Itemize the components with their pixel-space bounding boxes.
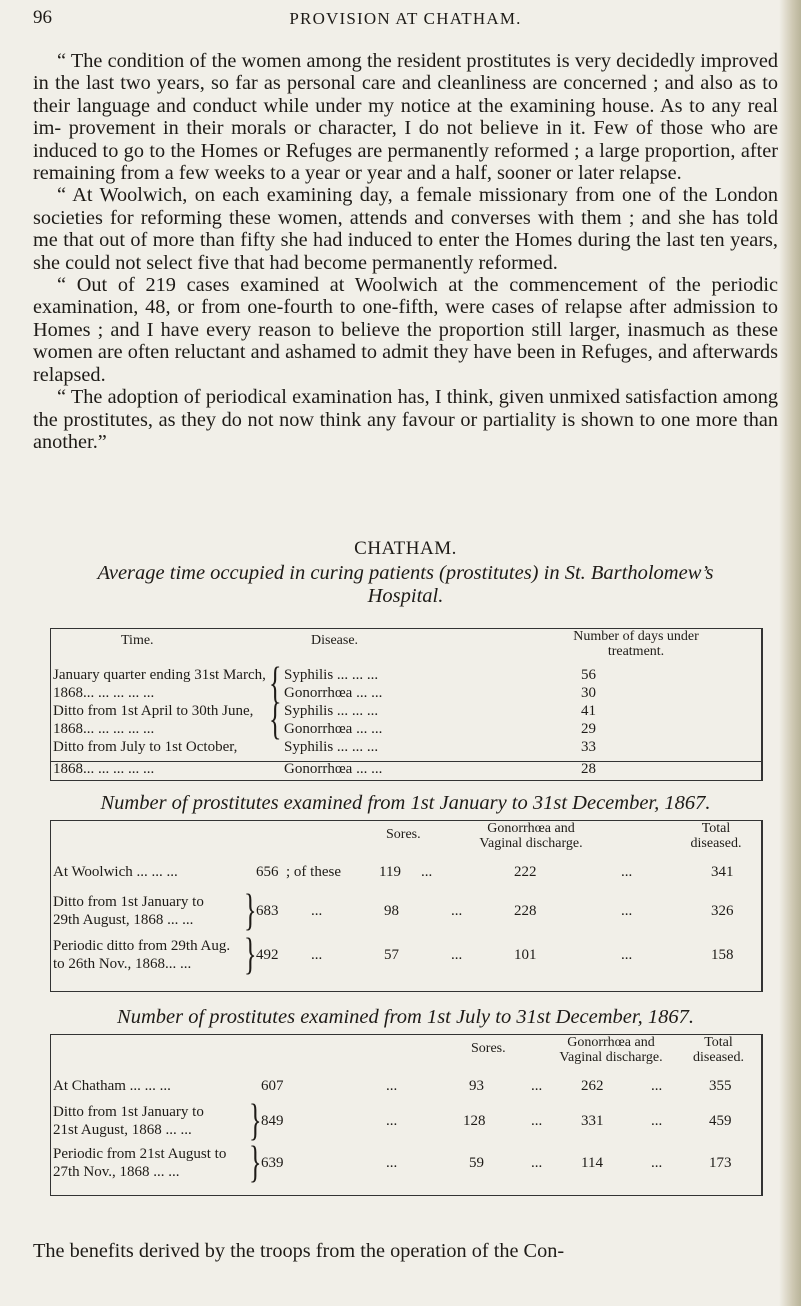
time-line1: Ditto from July to 1st October,: [53, 739, 238, 755]
sores-value: 128: [463, 1113, 486, 1129]
disease: Syphilis ... ... ...: [284, 703, 379, 719]
page-number: 96: [33, 7, 52, 28]
days-value: 28: [581, 761, 596, 777]
table3-chatham-examinations: [50, 1034, 763, 1196]
brace-glyph: {: [269, 658, 282, 708]
table2-caption: Number of prostitutes examined from 1st January to 31st December, 1867.: [100, 792, 711, 814]
table2-header-total: Total diseased.: [690, 821, 742, 851]
total-value: 158: [711, 947, 734, 963]
brace-glyph: }: [249, 1095, 262, 1145]
sores-value: 59: [469, 1155, 484, 1171]
leader-dots: ...: [386, 1155, 398, 1171]
table2-woolwich-examinations: [50, 820, 763, 992]
running-title: PROVISION AT CHATHAM.: [289, 9, 522, 28]
row-label: At Chatham ... ... ...: [53, 1078, 171, 1094]
table3-caption: Number of prostitutes examined from 1st July to 31st December, 1867.: [117, 1006, 694, 1028]
table1-caption-line1: Average time occupied in curing patients (prostitutes) in St. Bartholomew’s: [97, 562, 714, 584]
row-label-line1: Periodic from 21st August to: [53, 1146, 227, 1162]
row-label-line2: 29th August, 1868 ... ...: [53, 912, 194, 928]
leader-dots: ...: [386, 1078, 398, 1094]
leader-dots: ...: [651, 1155, 663, 1171]
row-label-line1: Ditto from 1st January to: [53, 1104, 204, 1120]
time-line2: 1868... ... ... ... ...: [53, 721, 155, 737]
sores-value: 119: [379, 864, 401, 880]
body-text: [33, 50, 778, 453]
gonorrhoea-value: 114: [581, 1155, 603, 1171]
sores-value: 93: [469, 1078, 484, 1094]
total-value: 326: [711, 903, 734, 919]
table1-header-time: Time.: [121, 633, 154, 648]
total-value: 355: [709, 1078, 732, 1094]
examined-value: 492: [256, 947, 279, 963]
leader-dots: ...: [651, 1078, 663, 1094]
examined-value: 849: [261, 1113, 284, 1129]
paragraph: “ Out of 219 cases examined at Woolwich at the commencement of the periodic examination, 48, or from one-fourth to one-fifth, were cases of relapse after admission to Homes ; and I have every reason to believe the proportion still larger, inasmuch as these women are often reluctant and ashamed to admit they have been in Refuges, and afterwards relapsed.: [33, 274, 778, 386]
brace-glyph: {: [269, 694, 282, 744]
row-label-line1: Periodic ditto from 29th Aug.: [53, 938, 231, 954]
days-value: 33: [581, 739, 596, 755]
days-value: 41: [581, 703, 596, 719]
leader-dots: ...: [531, 1113, 543, 1129]
section-title: CHATHAM.: [354, 538, 457, 559]
table1-header-disease: Disease.: [311, 633, 359, 648]
disease: Gonorrhœa ... ...: [284, 761, 383, 777]
leader-dots: ...: [621, 947, 633, 963]
table2-header-gonorrhoea: Gonorrhœa and Vaginal discharge.: [479, 821, 583, 851]
continuation-text: The benefits derived by the troops from the operation of the Con-: [33, 1240, 565, 1262]
table1-header-days: Number of days under treatment.: [573, 629, 699, 659]
of-these-label: ; of these: [286, 864, 341, 880]
disease: Syphilis ... ... ...: [284, 667, 379, 683]
brace-glyph: }: [249, 1137, 262, 1187]
time-line1: January quarter ending 31st March,: [53, 667, 266, 683]
examined-value: 656: [256, 864, 279, 880]
days-value: 56: [581, 667, 596, 683]
examined-value: 683: [256, 903, 279, 919]
paragraph: “ The condition of the women among the resident prostitutes is very decidedly improved in the last two years, so far as personal care and cleanliness are concerned ; and also as to their language and conduct while under my notice at the examining house. As to any real im- provement in their morals or character, I do not believe in it. Few of those who are induced to go to the Homes or Refuges are permanently reformed ; a large proportion, after remaining from a few weeks to a year or year and a half, sooner or later relapse.: [33, 50, 778, 185]
examined-value: 639: [261, 1155, 284, 1171]
table1-caption: [33, 562, 778, 608]
leader-dots: ...: [621, 903, 633, 919]
paragraph: “ The adoption of periodical examination has, I think, given unmixed satisfaction among the prostitutes, as they do not now think any favour or partiality is shown to one more than another.”: [33, 386, 778, 453]
table1-treatment-days: [50, 628, 763, 762]
table3-header-gonorrhoea: Gonorrhœa and Vaginal discharge.: [559, 1035, 663, 1065]
leader-dots: ...: [421, 864, 433, 880]
paragraph: “ At Woolwich, on each examining day, a female missionary from one of the London societies for reforming these women, attends and converses with them ; and she has told me that out of more than fifty she had induced to enter the Homes during the last ten years, she could not select five that had become permanently reformed.: [33, 184, 778, 274]
row-label-line2: to 26th Nov., 1868... ...: [53, 956, 192, 972]
page-header: [33, 7, 778, 37]
leader-dots: ...: [651, 1113, 663, 1129]
sores-value: 57: [384, 947, 399, 963]
leader-dots: ...: [531, 1078, 543, 1094]
row-label: At Woolwich ... ... ...: [53, 864, 178, 880]
time-line2: 1868... ... ... ... ...: [53, 761, 155, 777]
gonorrhoea-value: 228: [514, 903, 537, 919]
gonorrhoea-value: 262: [581, 1078, 604, 1094]
total-value: 459: [709, 1113, 732, 1129]
table1-last-line: [50, 760, 763, 781]
table1-caption-line2: Hospital.: [367, 585, 444, 607]
time-line1: Ditto from 1st April to 30th June,: [53, 703, 254, 719]
total-value: 341: [711, 864, 734, 880]
leader-dots: ...: [311, 903, 323, 919]
leader-dots: ...: [621, 864, 633, 880]
brace-glyph: }: [244, 929, 257, 979]
gonorrhoea-value: 222: [514, 864, 537, 880]
sores-value: 98: [384, 903, 399, 919]
table2-header-sores: Sores.: [386, 827, 421, 842]
table3-header-sores: Sores.: [471, 1041, 506, 1056]
row-label-line1: Ditto from 1st January to: [53, 894, 204, 910]
page-edge-shadow: [779, 0, 801, 1306]
disease: Gonorrhœa ... ...: [284, 685, 383, 701]
days-value: 29: [581, 721, 596, 737]
leader-dots: ...: [451, 903, 463, 919]
leader-dots: ...: [386, 1113, 398, 1129]
disease: Gonorrhœa ... ...: [284, 721, 383, 737]
gonorrhoea-value: 331: [581, 1113, 604, 1129]
leader-dots: ...: [451, 947, 463, 963]
disease: Syphilis ... ... ...: [284, 739, 379, 755]
total-value: 173: [709, 1155, 732, 1171]
days-value: 30: [581, 685, 596, 701]
table3-header-total: Total diseased.: [693, 1035, 744, 1065]
brace-glyph: }: [244, 885, 257, 935]
examined-value: 607: [261, 1078, 284, 1094]
row-label-line2: 21st August, 1868 ... ...: [53, 1122, 192, 1138]
leader-dots: ...: [311, 947, 323, 963]
time-line2: 1868... ... ... ... ...: [53, 685, 155, 701]
leader-dots: ...: [531, 1155, 543, 1171]
gonorrhoea-value: 101: [514, 947, 537, 963]
row-label-line2: 27th Nov., 1868 ... ...: [53, 1164, 180, 1180]
